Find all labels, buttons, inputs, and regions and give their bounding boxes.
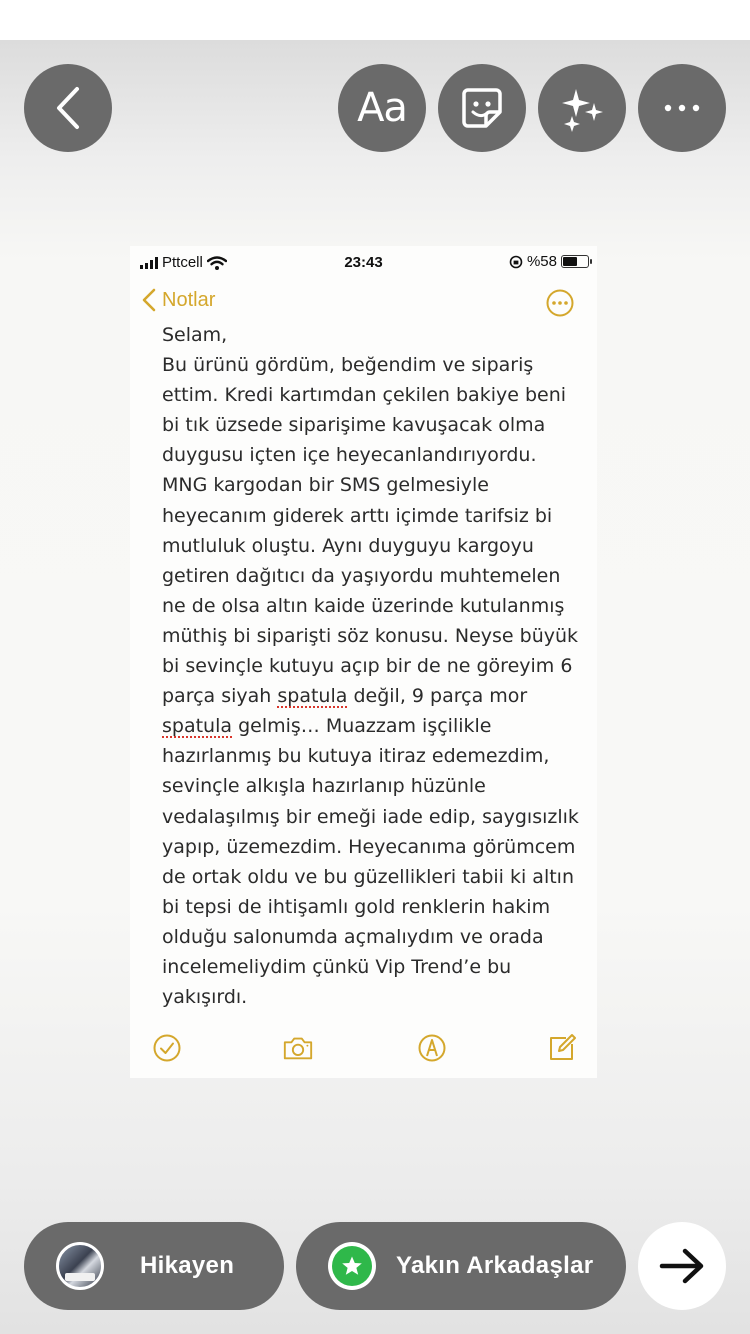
compose-icon [546, 1032, 578, 1064]
note-text [162, 320, 582, 1012]
battery-percent: %58 [526, 253, 557, 270]
camera-icon [282, 1032, 314, 1064]
more-circle-icon [545, 288, 575, 318]
notes-toolbar [130, 1032, 597, 1068]
close-friends-button[interactable] [296, 1222, 626, 1310]
top-strip [0, 0, 750, 40]
status-bar-right [509, 253, 589, 270]
back-button[interactable] [24, 64, 112, 152]
close-friends-label: Yakın Arkadaşlar [396, 1252, 594, 1279]
checklist-icon [151, 1032, 183, 1064]
misspelled-word: spatula [162, 715, 233, 738]
effects-button[interactable] [538, 64, 626, 152]
orientation-lock-icon [509, 255, 523, 269]
sticker-icon [458, 84, 506, 132]
sticker-button[interactable] [438, 64, 526, 152]
text-tool-label: Aa [357, 85, 407, 131]
notes-nav-bar [130, 286, 597, 322]
note-text-part: değil, 9 parça mor [347, 685, 528, 708]
note-text-part: gelmiş… Muazzam işçilikle hazırlanmış bu kutuya itiraz edemezdim, sevinçle alkışla hazırlanıp hüzünle vedalaşılmış bir emeği iade edip, saygısızlık yapıp, üzemezdim. Heyecanıma görümcem de ortak oldu ve bu güzellikleri tabii ki altın bi tepsi de ihtişamlı gold renklerin hakim olduğu salonumda açmalıydım ve orada incelemeliydim çünkü Vip Trend’e bu yakışırdı. [162, 715, 579, 1009]
status-time: 23:43 [344, 254, 383, 271]
story-label: Hikayen [140, 1252, 235, 1279]
carrier-name: Pttcell [162, 254, 203, 271]
markup-pen-icon [416, 1032, 448, 1064]
arrow-right-icon [659, 1248, 705, 1284]
battery-icon [561, 255, 589, 268]
share-to-story-button[interactable] [24, 1222, 284, 1310]
send-button[interactable] [638, 1222, 726, 1310]
text-tool-button[interactable] [338, 64, 426, 152]
misspelled-word: spatula [277, 685, 348, 708]
chevron-left-icon [53, 86, 83, 130]
chevron-left-icon [142, 288, 156, 312]
avatar [56, 1242, 104, 1290]
sparkles-icon [557, 83, 607, 133]
status-bar [130, 246, 597, 278]
note-text-part: Selam, Bu ürünü gördüm, beğendim ve sipariş ettim. Kredi kartımdan çekilen bakiye beni bi tık üzsede siparişime kavuşacak olma duygusu içten içe heyecanlandırıyordu. MNG kargodan bir SMS gelmesiyle heyecanım giderek arttı içimde tarifsiz bi mutluluk oluştu. Aynı duyguyu kargoyu getiren dağıtıcı da yaşıyordu muhtemelen ne de olsa altın kaide üzerinde kutulanmış müthiş bi siparişti söz konusu. Neyse büyük bi sevinçle kutuyu açıp bir de ne göreyim 6 parça siyah [162, 324, 579, 708]
notes-back-label: Notlar [162, 288, 216, 311]
close-friends-badge [328, 1242, 376, 1290]
story-media-card[interactable] [130, 246, 597, 1078]
more-button[interactable] [638, 64, 726, 152]
more-horizontal-icon [662, 103, 702, 113]
notes-back-button [142, 288, 215, 312]
star-icon [341, 1255, 363, 1277]
